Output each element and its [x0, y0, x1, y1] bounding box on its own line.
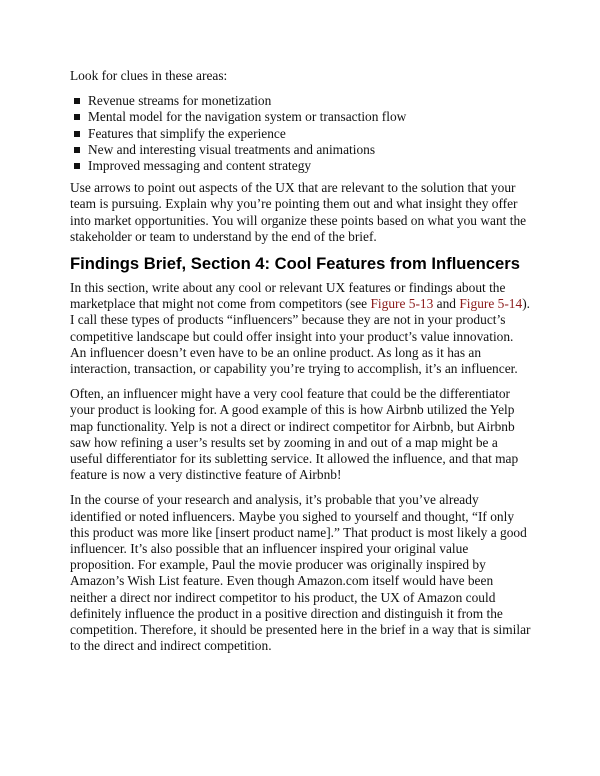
figure-5-13-link[interactable]: Figure 5-13	[370, 296, 434, 312]
clue-list	[70, 93, 532, 174]
square-bullet-icon	[74, 98, 80, 104]
figure-5-14-link[interactable]: Figure 5-14	[459, 296, 523, 312]
list-item: Features that simplify the experience	[70, 126, 532, 142]
paragraph-arrows: Use arrows to point out aspects of the UX that are relevant to the solution that your team is pursuing. Explain why you’re pointing them out and what insight they offer into market opportunities. You will organize these points based on what you want the stakeholder or team to understand by the end of the brief.	[70, 180, 527, 244]
square-bullet-icon	[74, 163, 80, 169]
page-content	[70, 68, 532, 664]
list-item: New and interesting visual treatments and animations	[70, 142, 532, 158]
square-bullet-icon	[74, 114, 80, 120]
intro-text: Look for clues in these areas:	[70, 68, 228, 83]
square-bullet-icon	[74, 147, 80, 153]
paragraph-influencers-intro: In this section, write about any cool or relevant UX features or findings about the marketplace that might not come from competitors (see Figure 5-13 and Figure 5-14). I call these types of products “influencers” because they are not in your product’s competitive landscape but could offer insight into your product’s value innovation. An influencer doesn’t even have to be an online product. As long as it has an interaction, transaction, or capability you’re trying to accomplish, it’s an influencer.	[70, 280, 531, 377]
paragraph-research: In the course of your research and analysis, it’s probable that you’ve already identified or noted influencers. Maybe you sighed to yourself and thought, “If only this product was more like [insert product name].” That product is most likely a good influencer. It’s also possible that an influencer inspired your original value proposition. For example, Paul the movie producer was originally inspired by Amazon’s Wish List feature. Even though Amazon.com itself would have been neither a direct nor indirect competitor to his product, the UX of Amazon could definitely influence the product in a positive direction and distinguish it from the competition. Therefore, it should be presented here in the brief in a way that is similar to the direct and indirect competition.	[70, 492, 531, 654]
square-bullet-icon	[74, 131, 80, 137]
list-item: Revenue streams for monetization	[70, 93, 532, 109]
paragraph-airbnb-example: Often, an influencer might have a very cool feature that could be the differentiator your product is looking for. A good example of this is how Airbnb utilized the Yelp map functionality. Yelp is not a direct or indirect competitor for Airbnb, but Airbnb saw how refining a user’s results set by zooming in and out of a map might be a useful differentiator for its subletting service. It allowed the influence, and that map feature is now a very distinctive feature of Airbnb!	[70, 386, 519, 483]
section-heading: Findings Brief, Section 4: Cool Features from Influencers	[70, 254, 520, 274]
list-item: Mental model for the navigation system or transaction flow	[70, 109, 532, 125]
list-item: Improved messaging and content strategy	[70, 158, 532, 174]
